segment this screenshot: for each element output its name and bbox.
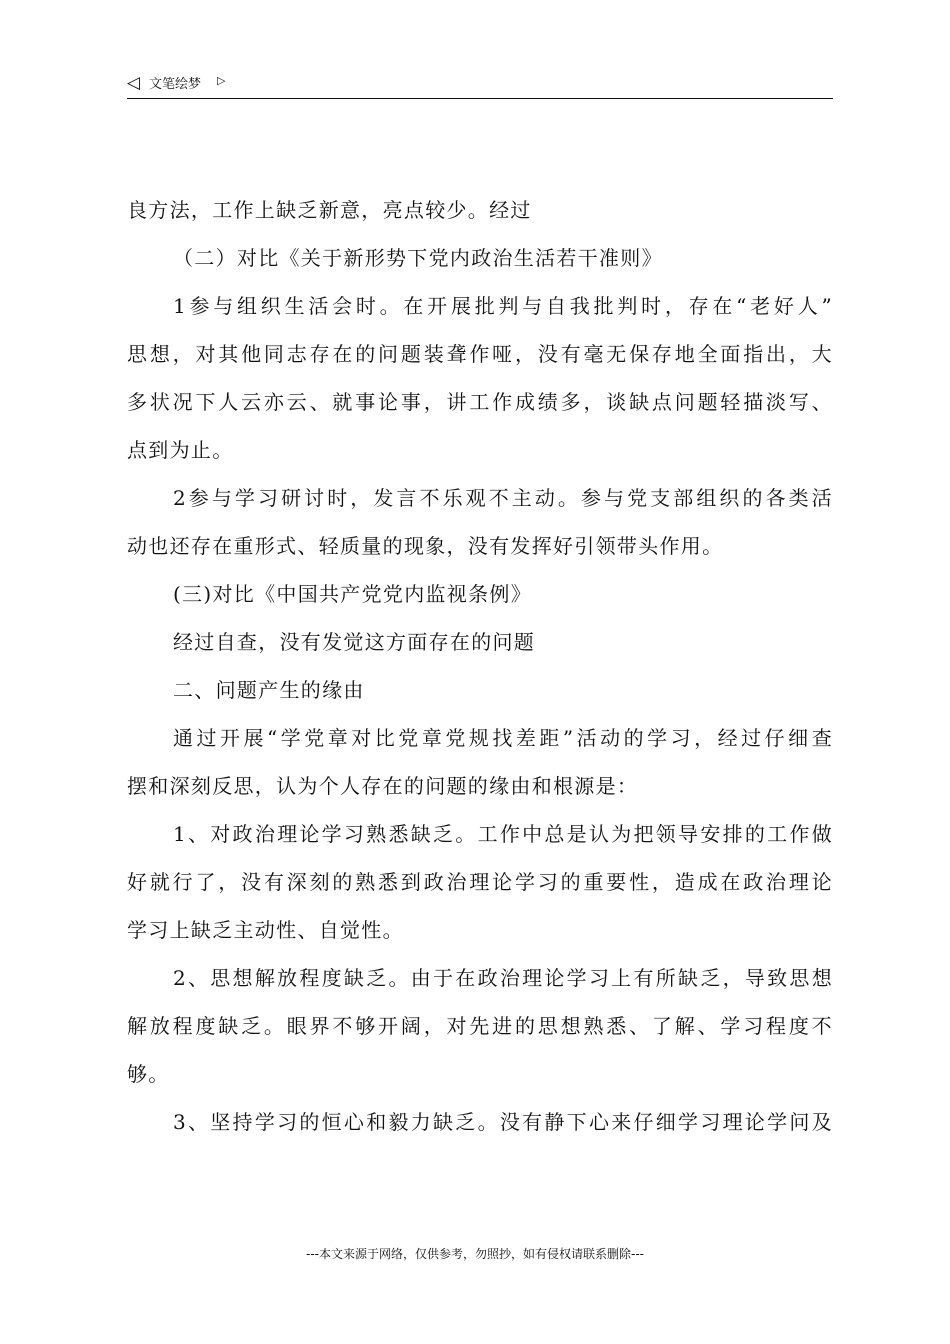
body-line: 1、对政治理论学习熟悉缺乏。工作中总是认为把领导安排的工作做 xyxy=(173,822,833,846)
body-line: 思想，对其他同志存在的问题装聋作哑，没有毫无保存地全面指出，大 xyxy=(127,342,833,366)
section-heading: 二、问题产生的缘由 xyxy=(173,678,365,702)
page-header xyxy=(127,74,833,99)
body-line: 1参与组织生活会时。在开展批判与自我批判时，存在“老好人” xyxy=(173,294,833,318)
body-line: 好就行了，没有深刻的熟悉到政治理论学习的重要性，造成在政治理论 xyxy=(127,870,833,894)
right-triangle-icon: ▷ xyxy=(217,74,226,87)
page-footer-disclaimer: ---本文来源于网络，仅供参考，勿照抄，如有侵权请联系删除--- xyxy=(306,1247,644,1261)
body-line: 3、坚持学习的恒心和毅力缺乏。没有静下心来仔细学习理论学问及 xyxy=(173,1110,833,1134)
body-line: 2、思想解放程度缺乏。由于在政治理论学习上有所缺乏，导致思想 xyxy=(173,966,833,990)
body-line: 够。 xyxy=(127,1062,170,1086)
section-heading: (三)对比《中国共产党党内监视条例》 xyxy=(173,582,533,606)
body-line: 摆和深刻反思，认为个人存在的问题的缘由和根源是： xyxy=(127,774,639,798)
body-line: 点到为止。 xyxy=(127,438,234,462)
body-line: 多状况下人云亦云、就事论事，讲工作成绩多，谈缺点问题轻描淡写、 xyxy=(127,390,833,414)
body-line: 2参与学习研讨时，发言不乐观不主动。参与党支部组织的各类活 xyxy=(173,486,833,510)
body-line: 学习上缺乏主动性、自觉性。 xyxy=(127,918,404,942)
body-line: 解放程度缺乏。眼界不够开阔，对先进的思想熟悉、了解、学习程度不 xyxy=(127,1014,833,1038)
document-body xyxy=(127,186,833,1146)
section-heading: （二）对比《关于新形势下党内政治生活若干准则》 xyxy=(173,246,663,270)
left-triangle-icon: ◁ xyxy=(127,73,141,93)
body-line: 通过开展“学党章对比党章党规找差距”活动的学习，经过仔细查 xyxy=(173,726,833,750)
body-line: 良方法，工作上缺乏新意，亮点较少。经过 xyxy=(127,198,532,222)
header-brand: 文笔绘梦 xyxy=(149,77,202,92)
body-line: 经过自查，没有发觉这方面存在的问题 xyxy=(173,630,536,654)
body-line: 动也还存在重形式、轻质量的现象，没有发挥好引领带头作用。 xyxy=(127,534,724,558)
